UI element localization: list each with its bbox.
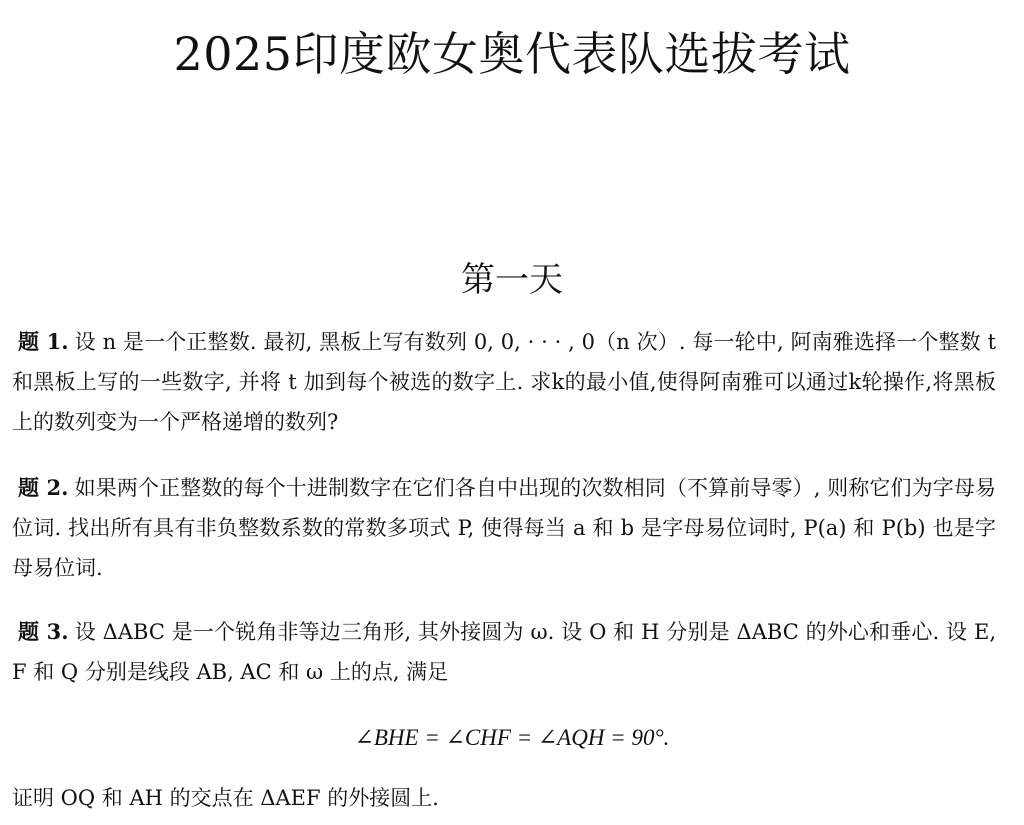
problem-2-text: 如果两个正整数的每个十进制数字在它们各自中出现的次数相同（不算前导零）, 则称它们为字母易位词. 找出所有具有非负整数系数的常数多项式 P, 使得每当 a 和 b 是字母易位词时, P(a) 和 P(b) 也是字母易位词. <box>12 476 997 580</box>
problem-2-label: 题 2. <box>18 475 69 500</box>
day-heading: 第一天 <box>461 260 563 300</box>
problem-3-label: 题 3. <box>18 619 69 644</box>
problem-1-label: 题 1. <box>18 329 69 354</box>
problem-3-text: 设 ΔABC 是一个锐角非等边三角形, 其外接圆为 ω. 设 O 和 H 分别是 ΔABC 的外心和垂心. 设 E, F 和 Q 分别是线段 AB, AC 和 ω 上的点, 满足 <box>12 620 997 684</box>
page-title: 2025印度欧女奥代表队选拔考试 <box>173 27 851 81</box>
problem-1-text: 设 n 是一个正整数. 最初, 黑板上写有数列 0, 0, · · · , 0（n 次）. 每一轮中, 阿南雅选择一个整数 t 和黑板上写的一些数字, 并将 t 加到每个被选的数字上. 求k的最小值,使得阿南雅可以通过k轮操作,将黑板上的数列变为一个严格递增的数列? <box>12 330 997 434</box>
display-equation: ∠BHE = ∠CHF = ∠AQH = 90°. <box>354 725 670 750</box>
problem-2 <box>12 468 996 588</box>
problem-3 <box>12 612 996 692</box>
proof-statement: 证明 OQ 和 AH 的交点在 ΔAEF 的外接圆上. <box>12 786 439 810</box>
problem-1 <box>12 322 996 442</box>
